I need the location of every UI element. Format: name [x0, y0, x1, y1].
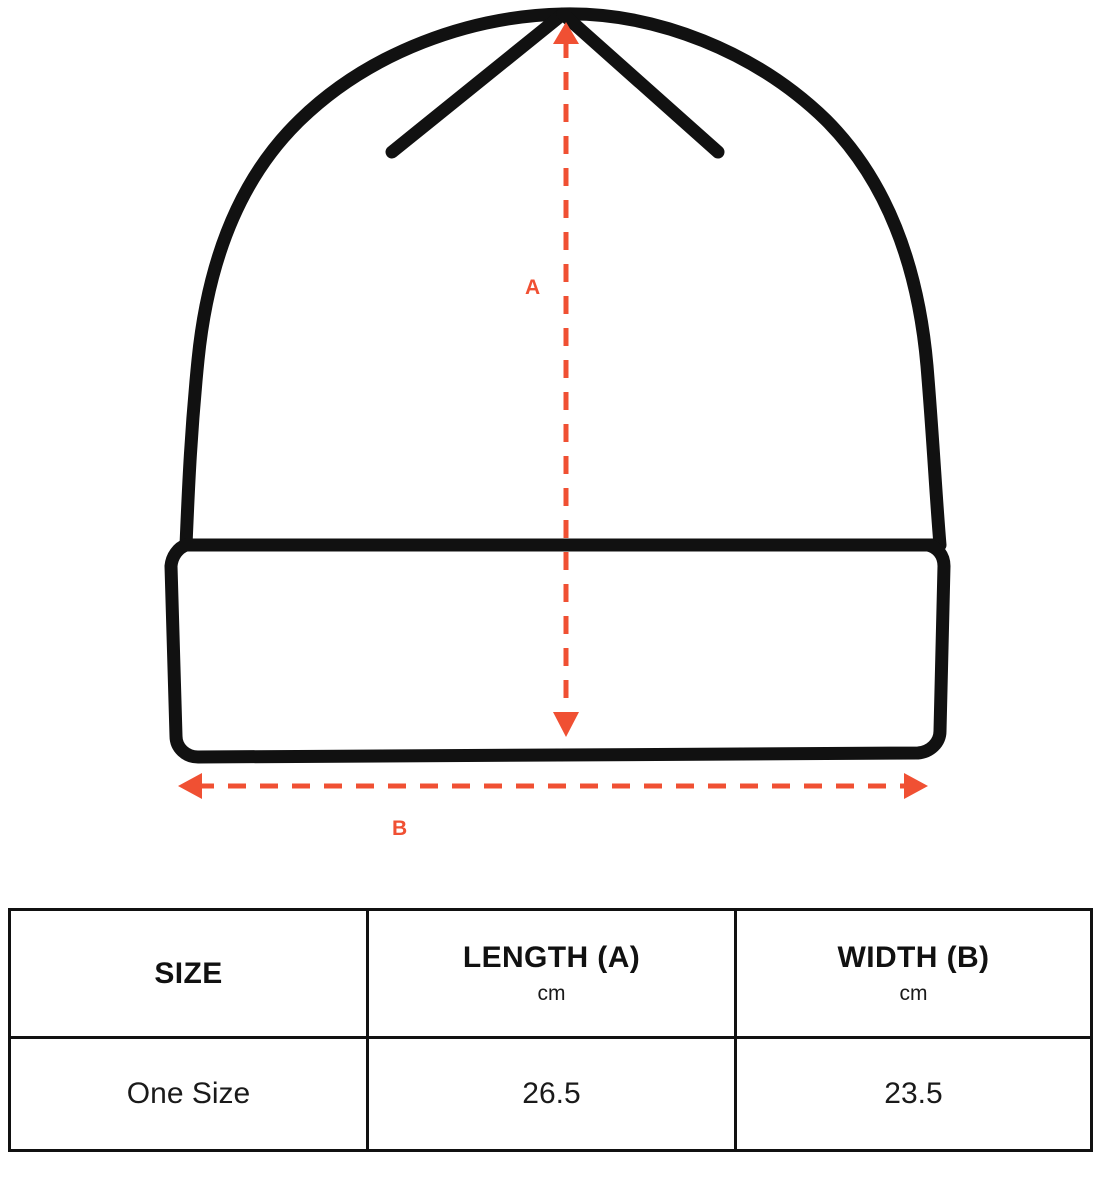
hat-cuff-outline [171, 545, 944, 757]
cell-size: One Size [10, 1038, 368, 1151]
size-table-wrapper [8, 908, 1090, 1152]
header-size-label: SIZE [154, 957, 223, 990]
header-width-label: WIDTH (B) [837, 941, 990, 974]
header-length [368, 910, 736, 1038]
header-width [736, 910, 1092, 1038]
table-row [10, 1038, 1092, 1151]
cell-width: 23.5 [736, 1038, 1092, 1151]
table-header-row [10, 910, 1092, 1038]
dimension-label-a: A [525, 276, 541, 299]
header-length-label: LENGTH (A) [462, 941, 641, 974]
header-width-unit: cm [899, 982, 928, 1005]
cell-length: 26.5 [368, 1038, 736, 1151]
dimension-arrow-b-right [904, 773, 928, 799]
size-table [8, 908, 1093, 1152]
hat-crown-outline [186, 14, 940, 545]
header-length-unit: cm [537, 982, 566, 1005]
header-size [10, 910, 368, 1038]
dimension-arrow-b-left [178, 773, 202, 799]
dimension-label-b: B [392, 817, 408, 840]
